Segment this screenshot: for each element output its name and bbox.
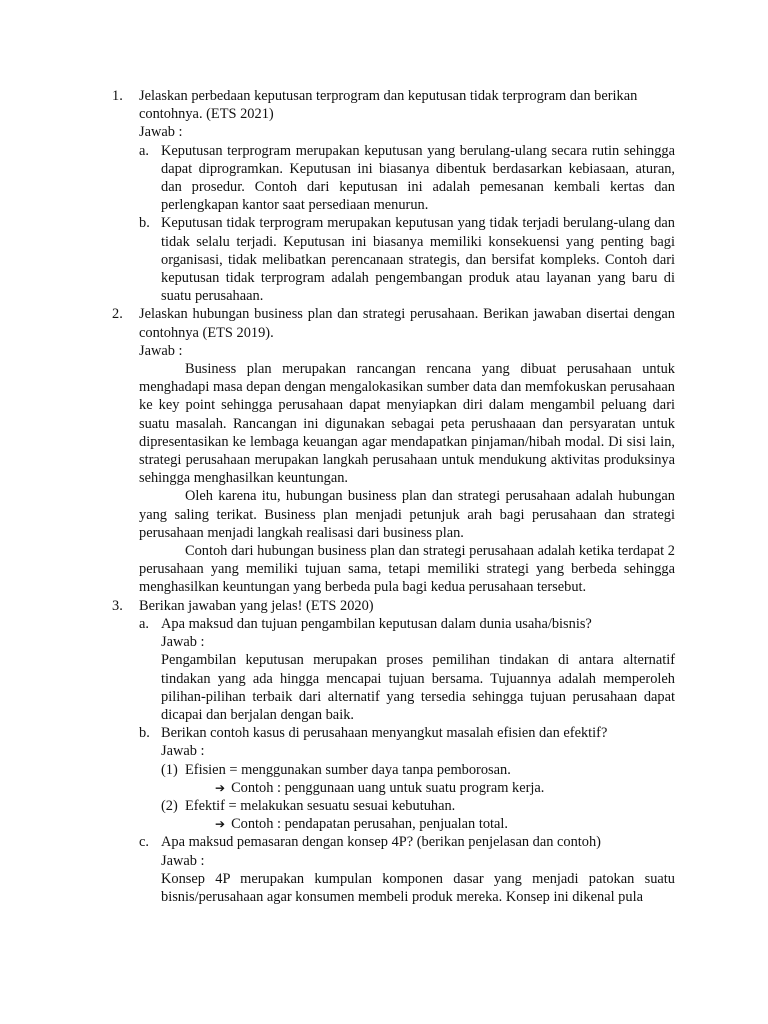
example-line [185,779,675,797]
list-number: (2) [161,797,178,814]
example-text: Contoh : penggunaan uang untuk suatu program kerja. [231,779,545,796]
answer-label: Jawab : [161,743,205,760]
question-text: Berikan jawaban yang jelas! (ETS 2020) [139,597,374,614]
answer-item-b [139,214,675,305]
item-text: Keputusan terprogram merupakan keputusan yang berulang-ulang secara rutin sehingga dapat diprogramkan. Keputusan ini biasanya dibentuk berdasarkan kebiasaan, aturan, dan prosedur. Contoh dari keputusan ini adalah pemesanan kembali kertas dan perlengkapan kantor saat persediaan menurun. [161,142,675,214]
item-letter: b. [139,215,150,232]
answer-paragraph: Konsep 4P merupakan kumpulan komponen dasar yang menjadi patokan suatu bisnis/perusahaan agar konsumen membeli produk mereka. Konsep ini dikenal pula [161,870,675,905]
question-2 [112,305,675,596]
arrow-right-icon: ➔ [215,817,226,832]
answer-label: Jawab : [161,634,205,651]
example-line [185,815,675,833]
answer-paragraph: Pengambilan keputusan merupakan proses pemilihan tindakan di antara alternatif tindakan yang ada hingga mencapai tujuan bersama. Tujuannya adalah memperoleh pilihan-pilihan terbaik dari alternatif yang tersedia sehingga tujuan perusahaan dapat dicapai dan berjalan dengan baik. [161,652,675,723]
example-text: Contoh : pendapatan perusahan, penjualan total. [231,816,508,833]
answer-paragraph: Contoh dari hubungan business plan dan strategi perusahaan adalah ketika terdapat 2 perusahaan yang memiliki tujuan sama, tetapi memiliki strategi yang berbeda sehingga menghasilkan keuntungan yang berbeda pula bagi kedua perusahaan tersebut. [139,543,675,596]
item-text: Keputusan tidak terprogram merupakan keputusan yang tidak terjadi berulang-ulang dan tidak selalu terjadi. Keputusan ini biasanya memiliki konsekuensi yang penting bagi organisasi, tidak melibatkan perencanaan strategis, dan bersifat kompleks. Contoh dari keputusan tidak terprogram adalah pengembangan produk atau layanan yang baru di suatu perusahaan. [161,215,675,305]
sub-question-b [139,724,675,833]
document-body [112,87,675,906]
sub-question-text: Apa maksud dan tujuan pengambilan keputusan dalam dunia usaha/bisnis? [161,615,592,632]
arrow-right-icon: ➔ [215,780,226,795]
answer-item-a [139,142,675,215]
list-text: Efisien = menggunakan sumber daya tanpa pemborosan. [185,761,511,778]
answer-label: Jawab : [161,852,205,869]
sub-question-a [139,615,675,724]
item-letter: a. [139,615,149,632]
list-item [161,797,675,833]
answer-paragraph: Business plan merupakan rancangan rencana yang dibuat perusahaan untuk menghadapi masa depan dengan mengalokasikan sumber data dan memfokuskan perusahaan ke key point sehingga perusahaan dapat menyiapkan diri dalam mengambil peluang dari suatu masalah. Rancangan ini digunakan sebagai peta perushaaan dan persyaratan untuk dipresentasikan ke lembaga keuangan agar mendapatkan pinjaman/hibah modal. Di sisi lain, strategi perusahaan merupakan langkah perusahaan untuk mendukung aktivitas produksinya sehingga menghasilkan keuntungan. [139,361,675,487]
answer-label: Jawab : [139,124,183,141]
list-number: (1) [161,761,178,778]
question-number: 3. [112,597,123,614]
answer-label: Jawab : [139,342,183,359]
question-1 [112,87,675,305]
item-letter: b. [139,725,150,742]
answer-paragraph: Oleh karena itu, hubungan business plan dan strategi perusahaan adalah hubungan yang saling terikat. Business plan menjadi petunjuk arah bagi perusahaan dan strategi perusahaan menjadi langkah realisasi dari business plan. [139,488,675,541]
sub-question-text: Apa maksud pemasaran dengan konsep 4P? (berikan penjelasan dan contoh) [161,834,601,851]
question-text: Jelaskan perbedaan keputusan terprogram dan keputusan tidak terprogram dan berikan contohnya. (ETS 2021) [139,88,638,123]
item-letter: a. [139,142,149,159]
question-3 [112,597,675,906]
question-number: 2. [112,306,123,323]
sub-question-c [139,833,675,906]
list-item [161,761,675,797]
item-letter: c. [139,834,149,851]
question-text: Jelaskan hubungan business plan dan strategi perusahaan. Berikan jawaban disertai dengan contohnya (ETS 2019). [139,306,675,341]
question-number: 1. [112,88,123,104]
sub-question-text: Berikan contoh kasus di perusahaan menyangkut masalah efisien dan efektif? [161,725,608,742]
list-text: Efektif = melakukan sesuatu sesuai kebutuhan. [185,797,456,814]
